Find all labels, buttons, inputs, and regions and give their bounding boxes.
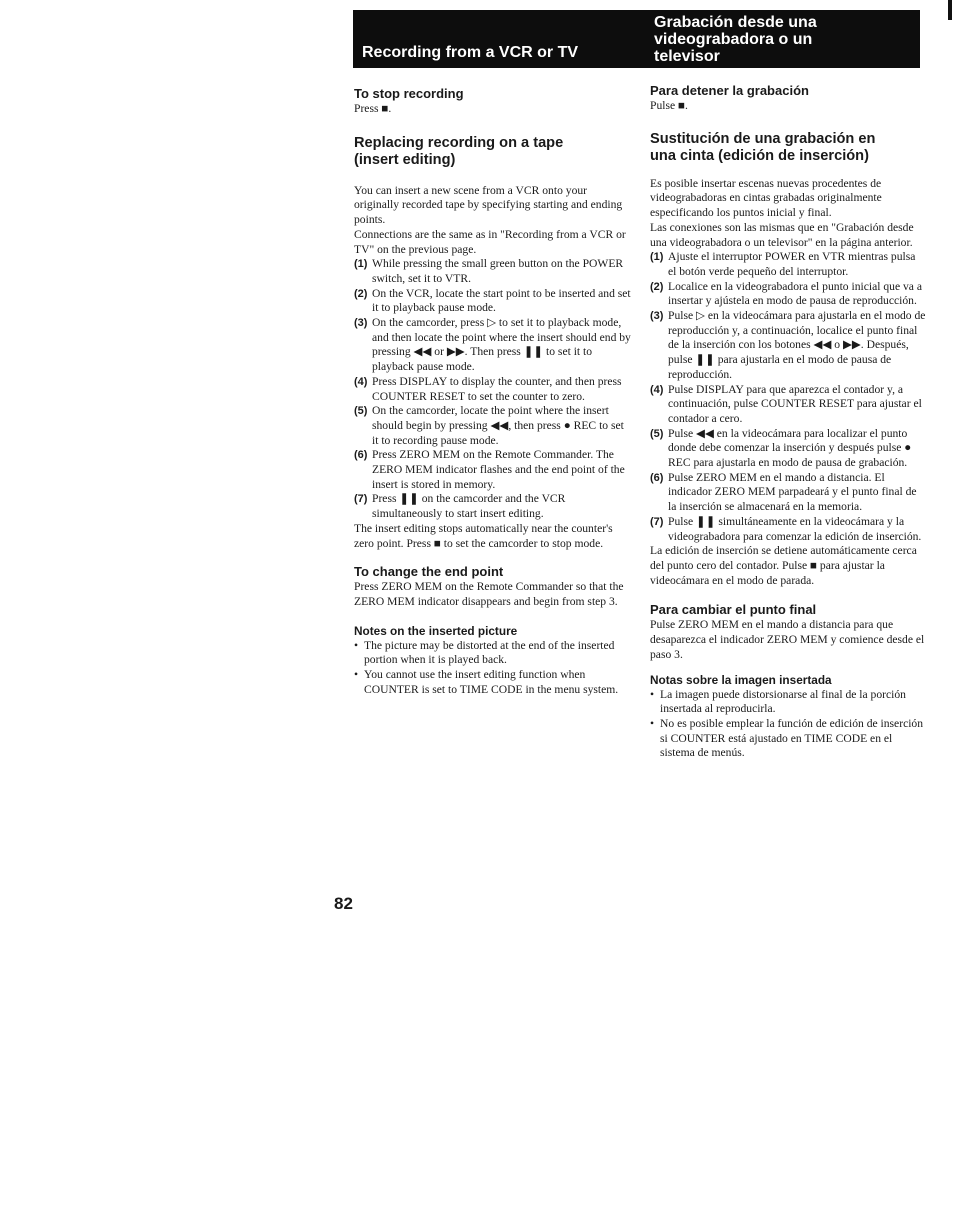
insert-steps-list	[354, 257, 632, 522]
insert-editing-heading	[354, 135, 632, 169]
note-text: La imagen puede distorsionarse al final de la porción insertada al reproducirla.	[660, 687, 906, 716]
notes-heading-es: Notas sobre la imagen insertada	[650, 672, 832, 687]
note-item	[354, 639, 632, 668]
step-item	[650, 280, 926, 309]
insert-closing-text-es: La edición de inserción se detiene automáticamente cerca del punto cero del contador. Pulse ■ para ajustar la videocámara en el modo de parada.	[650, 544, 917, 587]
step-text: On the VCR, locate the start point to be inserted and set it to playback pause mode.	[372, 286, 631, 315]
step-number: (6)	[354, 449, 368, 462]
step-item	[650, 471, 926, 515]
step-item	[354, 492, 632, 521]
insert-steps-list-es	[650, 250, 926, 544]
step-text: Ajuste el interruptor POWER en VTR mientras pulsa el botón verde pequeño del interruptor.	[668, 250, 916, 278]
step-text: Press ❚❚ on the camcorder and the VCR simultaneously to start insert editing.	[372, 492, 566, 521]
section-title-es-line: videograbadora o un	[654, 31, 813, 48]
stop-recording-text: Press ■.	[354, 102, 392, 115]
step-number: (2)	[650, 280, 664, 293]
step-item	[354, 287, 632, 316]
insert-editing-heading-line: una cinta (edición de inserción)	[650, 147, 869, 164]
step-item	[354, 448, 632, 492]
insert-editing-heading-es	[650, 131, 926, 165]
stop-recording-text-es: Pulse ■.	[650, 99, 688, 112]
bullet-icon: •	[650, 687, 655, 701]
step-text: Pulse ▷ en la videocámara para ajustarla en el modo de reproducción y, a continuación, localice el punto final de la inserción con los botones ◀◀ o ▶▶. Después, pulse ❚❚ para ajustarla en el modo de pausa de reproducción.	[668, 309, 926, 381]
section-title-en: Recording from a VCR or TV	[362, 44, 579, 61]
note-item	[354, 668, 632, 697]
note-text: No es posible emplear la función de edición de inserción si COUNTER está ajustado en TIME CODE en el sistema de menús.	[660, 716, 924, 760]
stop-recording-heading: To stop recording	[354, 86, 464, 101]
bullet-icon: •	[354, 638, 359, 652]
section-title-es-line: televisor	[654, 48, 720, 65]
section-title-es	[654, 14, 914, 65]
step-text: Pulse ◀◀ en la videocámara para localizar el punto donde debe comenzar la inserción y después pulse ● REC para ajustarla en modo de pausa de grabación.	[668, 426, 912, 470]
step-number: (7)	[650, 515, 664, 528]
insert-editing-heading-line: Sustitución de una grabación en	[650, 130, 876, 147]
connections-text: Connections are the same as in "Recording from a VCR or TV" on the previous page.	[354, 227, 626, 256]
step-text: While pressing the small green button on the POWER switch, set it to VTR.	[372, 257, 624, 285]
step-number: (3)	[650, 310, 664, 323]
note-item	[650, 688, 926, 717]
step-item	[650, 383, 926, 427]
insert-intro-text-es: Es posible insertar escenas nuevas procedentes de videograbadoras en cintas grabadas originalmente especificando los puntos inicial y final.	[650, 176, 882, 220]
page-number: 82	[334, 894, 353, 913]
notes-heading: Notes on the inserted picture	[354, 623, 518, 638]
step-number: (3)	[354, 317, 368, 330]
bullet-icon: •	[354, 668, 359, 682]
note-text: You cannot use the insert editing function when COUNTER is set to TIME CODE in the menu system.	[364, 668, 619, 696]
step-text: Pulse ❚❚ simultáneamente en la videocámara y la videograbadora para comenzar la edición de inserción.	[668, 514, 922, 543]
step-text: Press ZERO MEM on the Remote Commander. The ZERO MEM indicator flashes and the end point of the insert is stored in memory.	[372, 448, 625, 491]
step-item	[650, 309, 926, 383]
step-item	[650, 515, 926, 544]
step-number: (6)	[650, 471, 664, 484]
step-text: Localice en la videograbadora el punto inicial que va a insertar y ajústela en modo de pausa de reproducción.	[668, 279, 922, 308]
insert-closing-text: The insert editing stops automatically near the counter's zero point. Press ■ to set the camcorder to stop mode.	[354, 521, 613, 550]
step-text: Pulse ZERO MEM en el mando a distancia. El indicador ZERO MEM parpadeará y el punto final de la inserción se almacenará en la memoria.	[668, 470, 917, 514]
step-number: (5)	[650, 427, 664, 440]
step-number: (1)	[354, 258, 368, 271]
change-end-point-heading: To change the end point	[354, 564, 504, 580]
step-text: On the camcorder, press ▷ to set it to playback mode, and then locate the point where the insert should end by pressing ◀◀ or ▶▶. Then press ❚❚ to set it to playback pause mode.	[372, 316, 631, 374]
step-text: On the camcorder, locate the point where the insert should begin by pressing ◀◀, then press ● REC to set it to recording pause mode.	[372, 404, 624, 447]
bullet-icon: •	[650, 716, 655, 730]
insert-intro-text: You can insert a new scene from a VCR onto your originally recorded tape by specifying starting and ending points.	[354, 183, 623, 227]
step-text: Pulse DISPLAY para que aparezca el contador y, a continuación, pulse COUNTER RESET para ajustar el contador a cero.	[668, 382, 922, 425]
step-text: Press DISPLAY to display the counter, and then press COUNTER RESET to set the counter to zero.	[372, 374, 622, 403]
insert-editing-heading-line: (insert editing)	[354, 151, 456, 168]
step-number: (7)	[354, 493, 368, 506]
step-number: (4)	[354, 375, 368, 388]
note-item	[650, 717, 926, 761]
step-item	[650, 427, 926, 471]
step-item	[354, 257, 632, 286]
english-column	[354, 86, 632, 698]
step-item	[650, 250, 926, 279]
change-end-point-text: Press ZERO MEM on the Remote Commander so that the ZERO MEM indicator disappears and begin from step 3.	[354, 580, 624, 608]
insert-editing-heading-line: Replacing recording on a tape	[354, 134, 564, 151]
step-number: (2)	[354, 287, 368, 300]
step-number: (4)	[650, 383, 664, 396]
page-edge-mark	[948, 0, 952, 20]
spanish-column	[650, 83, 926, 761]
stop-recording-heading-es: Para detener la grabación	[650, 83, 809, 98]
connections-text-es: Las conexiones son las mismas que en "Grabación desde una videograbadora o un televisor" en la página anterior.	[650, 220, 914, 249]
change-end-point-heading-es: Para cambiar el punto final	[650, 602, 817, 618]
step-number: (1)	[650, 251, 664, 264]
step-item	[354, 316, 632, 375]
step-number: (5)	[354, 405, 368, 418]
change-end-point-text-es: Pulse ZERO MEM en el mando a distancia para que desaparezca el indicador ZERO MEM y comience desde el paso 3.	[650, 618, 925, 661]
step-item	[354, 404, 632, 448]
step-item	[354, 375, 632, 404]
section-title-es-line: Grabación desde una	[654, 14, 817, 31]
note-text: The picture may be distorted at the end of the inserted portion when it is played back.	[364, 638, 615, 667]
